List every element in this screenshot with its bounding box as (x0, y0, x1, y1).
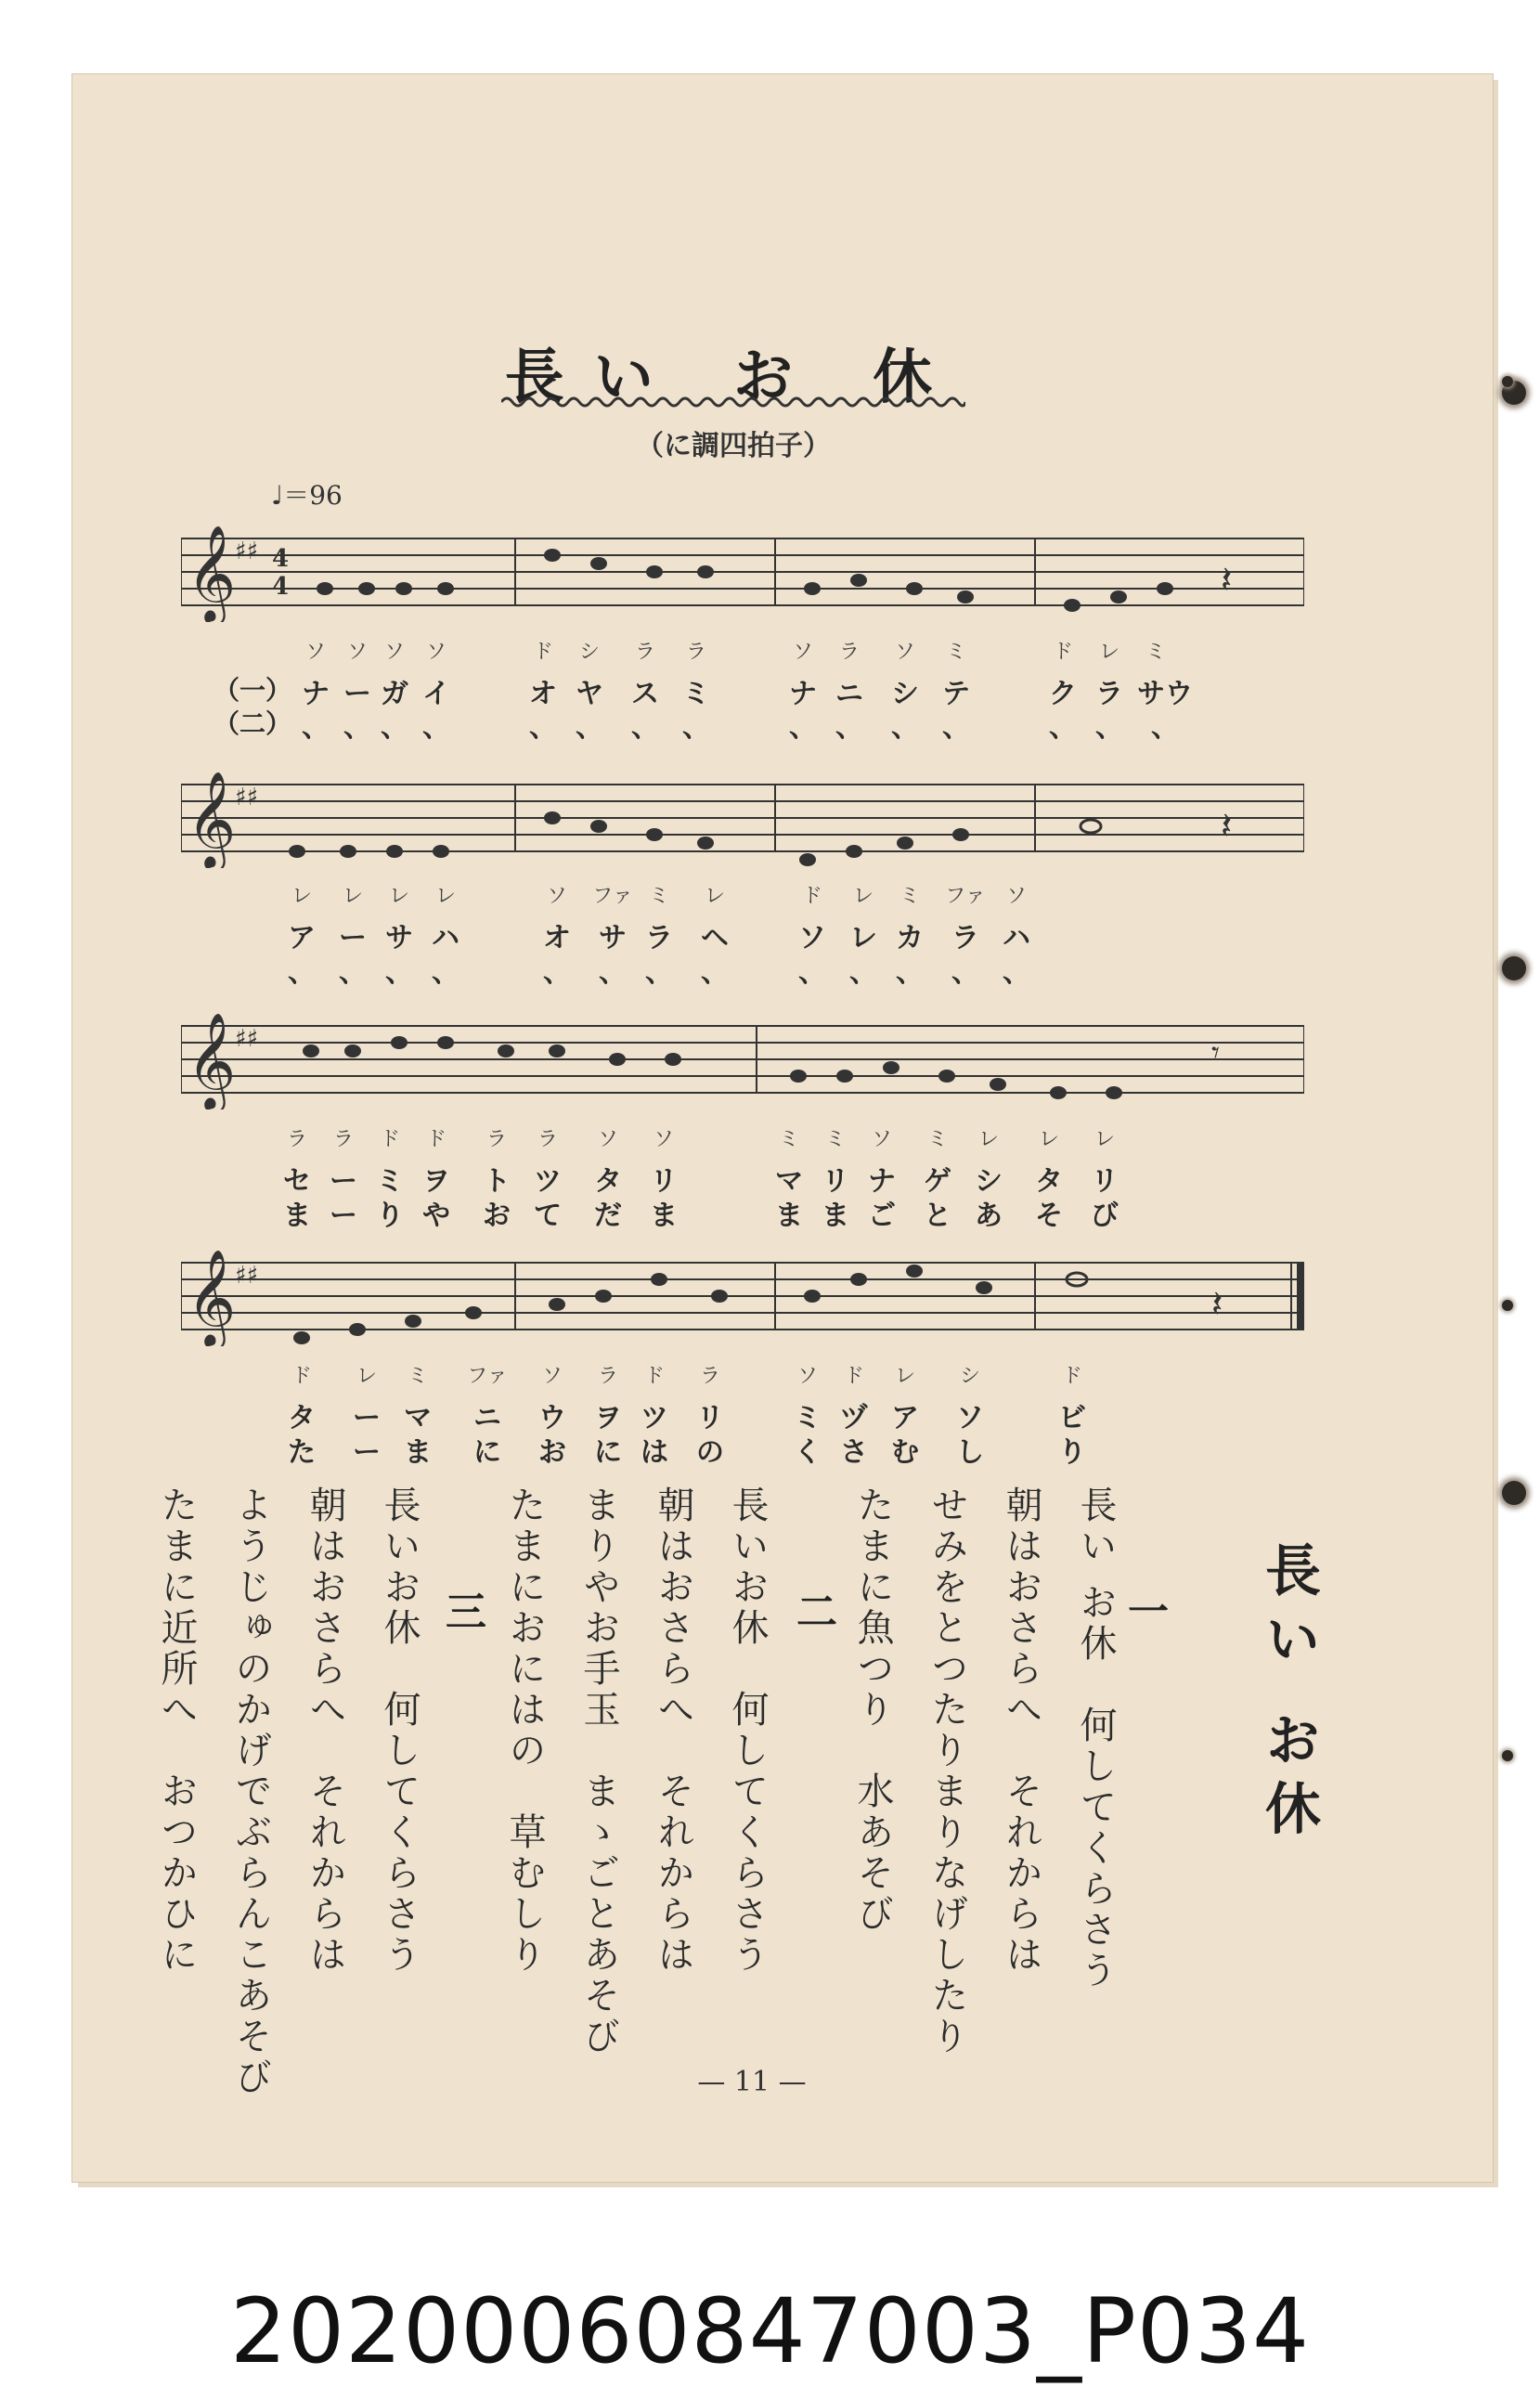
music-staff (181, 1244, 1304, 1346)
lyric-line: たまにおにはの 草むしり (503, 1485, 546, 1976)
lyric-line: まりやお手玉 まゝごとあそび (577, 1485, 620, 2057)
lyric-line: たまに魚つり 水あそび (851, 1485, 894, 1935)
svg-text:4: 4 (272, 573, 290, 601)
lyric-row-verse1: セ ー ミ ヲ ト ツ タ リ マ リ ナ ゲ シ タ リ (283, 1165, 1119, 1198)
lyric-line: たまに近所へ おつかひに (155, 1485, 198, 1976)
lyrics-title: 長い お休 (1256, 1541, 1321, 1849)
catalog-id: 20200060847003_P034 (229, 2279, 1311, 2383)
verse-label: （一） (214, 675, 292, 706)
lyric-line: 長いお休 何してくらさう (378, 1485, 421, 1976)
punch-hole (1502, 956, 1526, 980)
svg-text:𝄽: 𝄽 (1211, 1283, 1223, 1326)
verse-number: 二 (796, 1589, 837, 1636)
lyric-row-verse2: た ー ま に お に は の く さ む し り (288, 1436, 1086, 1469)
lyric-line: 朝はおさらへ それからは (1000, 1485, 1042, 1976)
punch-hole (1502, 1481, 1526, 1505)
lyric-row-verse2: 、 、 、 、 、 、 、 、 、 、 、 、 、 (288, 956, 1030, 989)
svg-text:♯♯: ♯♯ (235, 1025, 259, 1053)
music-staff (181, 766, 1304, 868)
solfa-row: レ レ レ レ ソ ファ ミ レ ド レ ミ ファ ソ (291, 885, 1028, 908)
lyric-line: ようじゅのかげでぶらんこあそび (229, 1485, 272, 2098)
lyric-row-verse2: 、 、 、 、 、 、 、 、 、 、 、 、 、 、 、 (302, 711, 1179, 744)
punch-hole (1502, 376, 1513, 387)
lyric-line: 朝はおさらへ それからは (304, 1485, 346, 1976)
svg-text:♯♯: ♯♯ (235, 1262, 259, 1290)
punch-hole (1502, 1300, 1513, 1311)
lyric-row-verse1: タ ー マ ニ ウ ヲ ツ リ ミ ヅ ア ソ ビ (288, 1402, 1086, 1434)
treble-clef-icon: 𝄞 (187, 771, 237, 868)
tempo-mark: ♩＝96 (271, 480, 343, 511)
lyric-line: せみをとつたりまりなげしたり (925, 1485, 968, 2057)
solfa-row: ラ ラ ド ド ラ ラ ソ ソ ミ ミ ソ ミ レ レ レ (286, 1128, 1116, 1151)
svg-text:𝄽: 𝄽 (1221, 805, 1233, 848)
verse-label: （二） (214, 708, 292, 739)
page-number: — 11 — (697, 2066, 807, 2098)
lyric-line: 長い お休 何してくらさう (1074, 1485, 1117, 1991)
lyric-row-verse2: ま ー り や お て だ ま ま ま ご と あ そ び (283, 1200, 1119, 1232)
svg-text:𝄽: 𝄽 (1221, 559, 1233, 602)
title-underline (501, 395, 965, 409)
svg-text:♯♯: ♯♯ (235, 784, 259, 811)
song-title: 長い お 休 (504, 343, 963, 412)
solfa-row: ソ ソ ソ ソ ド シ ラ ラ ソ ラ ソ ミ ド レ ミ (304, 641, 1167, 664)
treble-clef-icon: 𝄞 (187, 525, 237, 622)
lyric-row-verse1: ナ ー ガ イ オ ヤ ス ミ ナ ニ シ テ ク ラ サウ (302, 678, 1193, 710)
lyric-row-verse1: ア ー サ ハ オ サ ラ ヘ ソ レ カ ラ ハ (288, 922, 1030, 954)
verse-number: 三 (446, 1589, 486, 1636)
music-staff (181, 1007, 1304, 1109)
treble-clef-icon: 𝄞 (187, 1012, 237, 1109)
lyric-line: 長いお休 何してくらさう (726, 1485, 769, 1976)
svg-text:♯♯: ♯♯ (235, 538, 259, 565)
music-staff (181, 520, 1304, 622)
svg-text:𝄾: 𝄾 (1211, 1034, 1221, 1071)
treble-clef-icon: 𝄞 (187, 1249, 237, 1346)
punch-hole (1502, 1750, 1513, 1761)
key-signature-note: （に調四拍子） (636, 430, 831, 462)
svg-text:4: 4 (272, 545, 290, 573)
verse-number: 一 (1128, 1589, 1169, 1636)
solfa-row: ド レ ミ ファ ソ ラ ド ラ ソ ド レ シ ド (291, 1365, 1083, 1388)
lyric-line: 朝はおさらへ それからは (652, 1485, 694, 1976)
